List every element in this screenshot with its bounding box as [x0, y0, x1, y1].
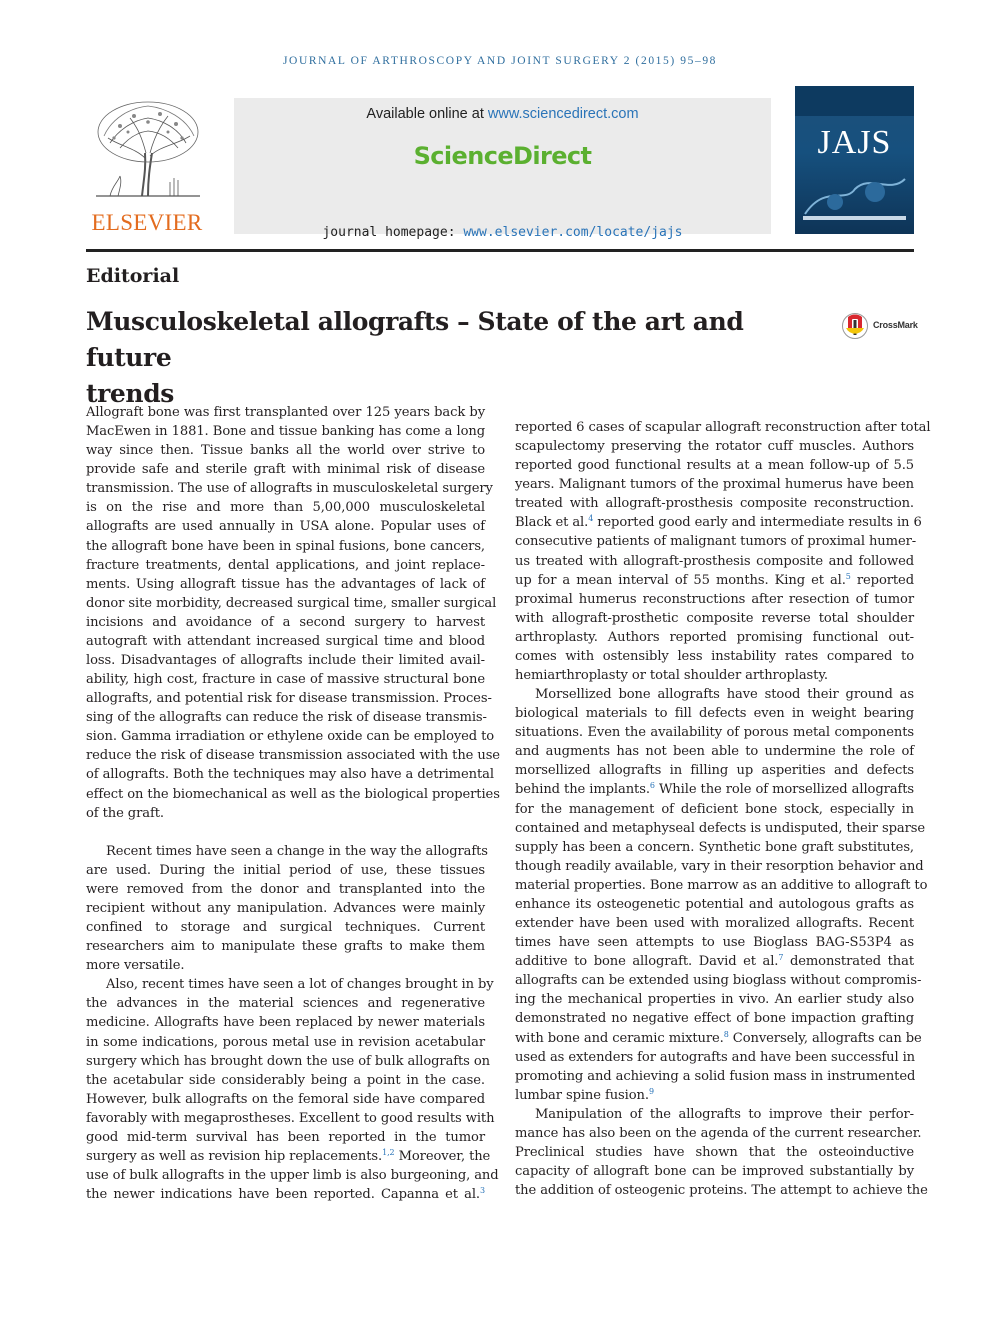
text-line-content: times have seen attempts to use Bioglass BAG-S53P4 as — [515, 935, 914, 951]
text-line — [86, 632, 485, 651]
text-line-content: allografts, and potential risk for disease transmission. Proces- — [86, 691, 492, 707]
text-line — [86, 804, 485, 823]
citation-reference[interactable]: 6 — [649, 781, 655, 791]
citation-reference[interactable]: 1,2 — [382, 1147, 395, 1157]
text-line — [86, 479, 493, 498]
text-line — [515, 456, 914, 475]
text-line-content: were removed from the donor and transplanted into the — [86, 881, 485, 897]
text-line — [86, 1033, 485, 1052]
text-line-content: of allografts. Both the techniques may also have a detrimental — [86, 767, 494, 783]
text-line-content: Allograft bone was first transplanted over 125 years back by — [86, 405, 485, 420]
text-line — [86, 994, 485, 1013]
text-line-content: for the management of deficient bone stock, especially in — [515, 801, 914, 817]
text-line-content: Recent times have seen a change in the way the allografts — [106, 843, 488, 859]
text-line-content: with allograft-prosthetic composite reverse total shoulder — [515, 610, 914, 626]
text-line-content: However, bulk allografts on the femoral side have compared — [86, 1091, 485, 1107]
text-line — [86, 765, 494, 784]
text-line-content: additive to bone allograft. David et al. — [515, 954, 779, 970]
crossmark-badge[interactable] — [841, 312, 921, 340]
text-line — [86, 1128, 485, 1147]
text-line-content: ments. Using allograft tissue has the advantages of lack of — [86, 576, 485, 592]
citation-reference[interactable]: 9 — [648, 1086, 654, 1096]
text-line — [515, 1048, 914, 1067]
journal-homepage-line — [234, 225, 771, 240]
text-line-content: of the graft. — [86, 805, 164, 821]
text-line-content: ability, high cost, fracture in case of massive structural bone — [86, 672, 485, 688]
text-line — [86, 861, 485, 880]
text-line-content: reported good functional results at a mean follow-up of 5.5 — [515, 458, 914, 474]
text-line-content: surgery which has brought down the use of bulk allografts on — [86, 1053, 490, 1069]
text-line — [515, 1067, 914, 1086]
text-line — [515, 819, 926, 838]
text-line-content: in some indications, porous metal use in revision acetabular — [86, 1034, 485, 1050]
text-line — [515, 1124, 922, 1143]
text-line-content: years. Malignant tumors of the proximal humerus have been — [515, 477, 914, 493]
text-line-content: allografts can be extended using bioglass without compromis- — [515, 973, 922, 989]
text-line-content: promoting and achieving a solid fusion mass in instrumented — [515, 1068, 916, 1084]
text-line-content: confined to storage and surgical techniques. Current — [86, 920, 485, 936]
text-line-content: more versatile. — [86, 958, 185, 974]
text-line — [86, 1185, 485, 1204]
text-line-content: up for a mean interval of 55 months. King et al. — [515, 572, 846, 588]
available-prefix: Available online at — [366, 106, 488, 122]
text-line — [515, 1143, 914, 1162]
text-line-content: use of bulk allografts in the upper limb is also burgeoning, and — [86, 1168, 499, 1184]
text-line-content: transmission. The use of allografts in musculoskeletal surgery — [86, 481, 493, 497]
text-line-content: researchers aim to manipulate these grafts to make them — [86, 939, 485, 955]
text-line-content: supply has been a concern. Synthetic bone graft substitutes, — [515, 839, 914, 855]
text-line — [515, 704, 914, 723]
header-rule — [86, 249, 914, 252]
text-line-content: good mid-term survival has been reported in the tumor — [86, 1129, 485, 1145]
text-line-content: with bone and ceramic mixture. — [515, 1030, 724, 1046]
text-line — [515, 1029, 922, 1048]
text-line — [86, 937, 485, 956]
text-line — [515, 933, 914, 952]
text-line — [515, 742, 914, 761]
text-line — [86, 1147, 491, 1166]
text-line — [515, 876, 928, 895]
text-line — [86, 441, 485, 460]
text-line — [515, 418, 931, 437]
text-line — [86, 1071, 485, 1090]
text-line-content: and augments has not been able to undermine the role of — [515, 744, 914, 760]
text-line — [515, 437, 914, 456]
text-line-content: the acetabular side considerably being a point in the case. — [86, 1072, 485, 1088]
text-line-content: us treated with allograft-prosthesis composite and followed — [515, 553, 914, 569]
left-text-column — [86, 403, 500, 1204]
text-line — [86, 594, 497, 613]
text-line — [515, 628, 914, 647]
section-label: Editorial — [86, 265, 180, 287]
text-line — [515, 609, 914, 628]
text-line-content: treated with allograft-prosthesis composite reconstruction. — [515, 496, 914, 512]
text-line-content: mance has also been on the agenda of the current researcher. — [515, 1125, 922, 1141]
text-line-content: though readily available, vary in their resorption behavior and — [515, 858, 924, 874]
text-line — [515, 1162, 914, 1181]
text-line — [515, 532, 917, 551]
text-line-content: enhance its osteogenetic potential and autologous grafts as — [515, 896, 914, 912]
crossmark-label: CrossMark — [873, 320, 918, 330]
text-line-content: Black et al. — [515, 515, 589, 531]
sciencedirect-banner — [234, 98, 771, 240]
text-line — [515, 666, 914, 685]
text-line — [515, 971, 922, 990]
cover-title: JAJS — [817, 124, 892, 161]
text-line-content: the allograft bone have been in spinal fusions, bone cancers, — [86, 538, 485, 554]
text-line — [515, 895, 914, 914]
text-line-content: the advances in the material sciences and regenerative — [86, 996, 485, 1012]
text-line-content: sion. Gamma irradiation or ethylene oxide can be employed to — [86, 729, 495, 745]
text-line-content: situations. Even the availability of porous metal components — [515, 725, 914, 741]
cover-artwork-icon — [795, 164, 914, 224]
text-line-content: used as extenders for autografts and have been successful in — [515, 1049, 916, 1065]
text-line — [515, 552, 914, 571]
text-line-content: medicine. Allografts have been replaced by newer materials — [86, 1015, 485, 1031]
journal-cover[interactable] — [795, 86, 914, 234]
text-line-content: morsellized allografts in filling up asperities and defects — [515, 763, 914, 779]
text-line-content: donor site morbidity, decreased surgical time, smaller surgical — [86, 595, 497, 611]
text-line — [515, 494, 914, 513]
text-line-content: MacEwen in 1881. Bone and tissue banking has come a long — [86, 424, 485, 440]
text-line-content: Moreover, the — [394, 1148, 491, 1164]
text-line — [515, 800, 914, 819]
crossmark-icon — [841, 312, 869, 340]
text-line-content: arthroplasty. Authors reported promising functional out- — [515, 629, 914, 645]
text-line — [86, 785, 500, 804]
text-line-content: demonstrated no negative effect of bone impaction grafting — [515, 1011, 914, 1027]
text-line — [86, 918, 485, 937]
available-online-line — [234, 106, 771, 122]
text-line-content: behind the implants. — [515, 782, 650, 798]
text-line-content: ing the mechanical properties in vivo. An earlier study also — [515, 992, 914, 1008]
text-line — [515, 952, 914, 971]
text-line-content: Preclinical studies have shown that the osteoinductive — [515, 1144, 914, 1160]
text-line-content: surgery as well as revision hip replacements. — [86, 1148, 383, 1164]
text-line — [515, 1086, 914, 1105]
homepage-prefix: journal homepage: — [322, 225, 464, 240]
text-line — [86, 842, 488, 861]
text-line — [86, 746, 500, 765]
text-line — [86, 1090, 485, 1109]
article-title-line: trends — [86, 379, 174, 408]
text-line — [86, 575, 485, 594]
citation-reference[interactable]: 8 — [723, 1029, 729, 1039]
text-line — [86, 556, 485, 575]
text-line — [86, 708, 485, 727]
text-line — [86, 422, 485, 441]
text-line-content: scapulectomy preserving the rotator cuff muscles. Authors — [515, 439, 914, 455]
text-line-content: reduce the risk of disease transmission associated with the use — [86, 748, 500, 764]
text-line-content: demonstrated that — [783, 954, 914, 970]
text-line — [515, 685, 914, 704]
text-line-content: effect on the biomechanical as well as the biological properties — [86, 786, 500, 802]
text-line-content: capacity of allograft bone can be improved substantially by — [515, 1164, 914, 1180]
journal-running-head: JOURNAL OF ARTHROSCOPY AND JOINT SURGERY 2 (2015) 95–98 — [282, 55, 718, 67]
text-line-content: favorably with megaprostheses. Excellent to good results with — [86, 1110, 495, 1126]
text-line — [515, 857, 924, 876]
text-line-content: are used. During the initial period of use, these tissues — [86, 862, 485, 878]
text-line — [515, 761, 914, 780]
text-line — [86, 651, 485, 670]
article-title — [86, 304, 826, 412]
text-line-content: proximal humerus reconstructions after resection of tumor — [515, 591, 914, 607]
text-line — [86, 670, 485, 689]
text-line — [515, 780, 914, 799]
journal-homepage-link[interactable]: www.elsevier.com/locate/jajs — [463, 225, 683, 240]
text-line — [86, 899, 485, 918]
text-line — [86, 517, 485, 536]
text-line-content: Conversely, allografts can be — [728, 1030, 922, 1046]
text-line — [515, 513, 922, 532]
text-line-content: allografts are used annually in USA alone. Popular uses of — [86, 519, 485, 535]
sciencedirect-link[interactable]: www.sciencedirect.com — [487, 106, 639, 122]
text-line — [86, 613, 485, 632]
text-line — [515, 914, 914, 933]
text-line-content: consecutive patients of malignant tumors of proximal humer- — [515, 534, 917, 550]
text-line — [515, 475, 914, 494]
citation-reference[interactable]: 3 — [480, 1186, 485, 1196]
text-line — [515, 990, 914, 1009]
text-line — [86, 1013, 485, 1032]
citation-reference[interactable]: 7 — [778, 953, 784, 963]
text-line-content: comes with ostensibly less instability rates compared to — [515, 648, 914, 664]
text-line-content: lumbar spine fusion. — [515, 1087, 649, 1103]
text-line-content: material properties. Bone marrow as an additive to allograft to — [515, 877, 928, 893]
text-line — [86, 1109, 495, 1128]
text-line-content: autograft with attendant increased surgical time and blood — [86, 633, 485, 649]
text-line-content: incisions and avoidance of a second surgery to harvest — [86, 614, 485, 630]
text-line — [515, 723, 914, 742]
text-line-content: Morsellized bone allografts have stood their ground as — [535, 687, 914, 703]
text-line-content: Manipulation of the allografts to improve their perfor- — [535, 1106, 914, 1122]
text-line-content: is on the rise and more than 5,00,000 musculoskeletal — [86, 500, 485, 516]
text-line-content: biological materials to fill defects even in weight bearing — [515, 706, 914, 722]
elsevier-wordmark: ELSEVIER — [91, 210, 203, 235]
text-line-content: recipient without any manipulation. Advances were mainly — [86, 900, 485, 916]
text-line — [86, 460, 485, 479]
text-line-content: loss. Disadvantages of allografts include their limited avail- — [86, 653, 485, 669]
text-line — [515, 1105, 914, 1124]
text-line-content: provide safe and sterile graft with minimal risk of disease — [86, 462, 485, 478]
text-line-content: hemiarthroplasty or total shoulder arthroplasty. — [515, 668, 828, 684]
masthead — [86, 84, 914, 240]
elsevier-tree-icon — [90, 98, 206, 198]
sciencedirect-logo[interactable]: ScienceDirect — [413, 142, 592, 170]
citation-reference[interactable]: 4 — [588, 514, 594, 524]
text-line-content: Also, recent times have seen a lot of changes brought in by — [106, 977, 494, 993]
elsevier-logo[interactable] — [86, 84, 208, 236]
text-line — [86, 1166, 499, 1185]
text-line-content: way since then. Tissue banks all the world over strive to — [86, 443, 485, 459]
text-line — [86, 498, 485, 517]
cover-top-band — [795, 86, 914, 116]
text-line — [86, 727, 495, 746]
text-line-content: sing of the allografts can reduce the risk of disease transmis- — [86, 710, 487, 726]
text-line — [86, 1052, 490, 1071]
text-line-content: While the role of morsellized allografts — [654, 782, 914, 798]
text-line — [515, 571, 914, 590]
text-line — [86, 975, 494, 994]
text-line-content: reported 6 cases of scapular allograft reconstruction after total — [515, 420, 931, 435]
text-line — [86, 956, 485, 975]
text-line — [515, 838, 914, 857]
text-line-content: extender have been used with moralized allografts. Recent — [515, 916, 914, 932]
citation-reference[interactable]: 5 — [845, 571, 851, 581]
text-line-content: the newer indications have been reported. Capanna et al. — [86, 1187, 480, 1203]
text-line-content: reported — [850, 572, 914, 588]
text-line-content: the addition of osteogenic proteins. The attempt to achieve the — [515, 1183, 928, 1199]
text-line-content: contained and metaphyseal defects is undisputed, their sparse — [515, 820, 926, 836]
text-line — [515, 647, 914, 666]
article-title-line: Musculoskeletal allografts – State of the art and future — [86, 307, 744, 372]
text-line — [86, 537, 485, 556]
text-line — [86, 689, 492, 708]
text-line-content: fracture treatments, dental applications, and joint replace- — [86, 557, 485, 573]
text-line — [515, 1009, 914, 1028]
right-text-column — [515, 418, 931, 1200]
text-line — [86, 403, 485, 422]
text-line-content: reported good early and intermediate results in 6 — [593, 515, 922, 531]
text-line — [515, 590, 914, 609]
text-line — [86, 880, 485, 899]
text-line — [515, 1181, 928, 1200]
